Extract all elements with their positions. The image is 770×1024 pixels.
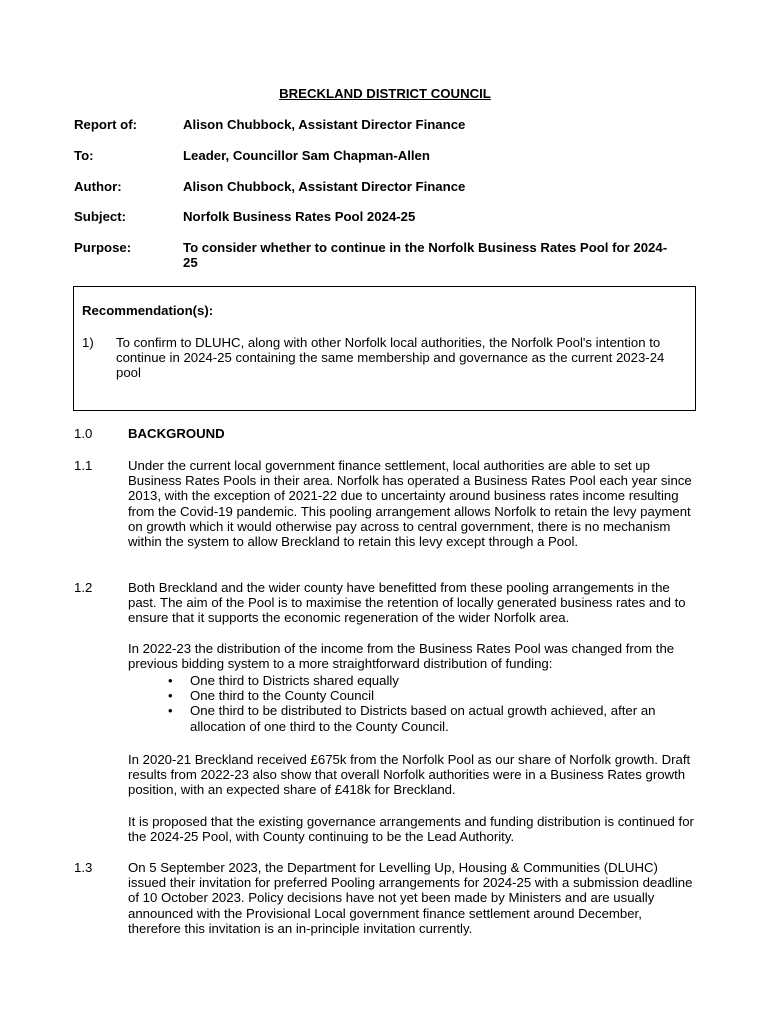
subject-value: Norfolk Business Rates Pool 2024-25	[183, 209, 416, 224]
distribution-list	[128, 673, 696, 734]
paragraph-1-2-c: In 2020-21 Breckland received £675k from the Norfolk Pool as our share of Norfolk growth. Draft results from 2022-23 also show that overall Norfolk authorities were in a Business Rates growth position, with an expected share of £418k for Breckland.	[128, 752, 691, 798]
bullet-icon: •	[168, 703, 173, 719]
list-item-text: One third to be distributed to Districts based on actual growth achieved, after an allocation of one third to the County Council.	[190, 703, 656, 734]
bullet-icon: •	[168, 673, 173, 688]
section-number: 1.2	[74, 580, 93, 595]
bullet-icon: •	[168, 688, 173, 704]
list-item	[128, 688, 696, 703]
paragraph-1-2-a: Both Breckland and the wider county have benefitted from these pooling arrangements in the past. The aim of the Pool is to maximise the retention of locally generated business rates and to ensure that it supports the economic regeneration of the wider Norfolk area.	[128, 580, 686, 626]
purpose-label: Purpose:	[74, 240, 132, 255]
recommendations-heading: Recommendation(s):	[82, 303, 214, 318]
recommendation-number: 1)	[82, 335, 94, 350]
author-label: Author:	[74, 179, 122, 194]
to-label: To:	[74, 148, 94, 163]
list-item-text: One third to the County Council	[190, 688, 374, 704]
purpose-value: To consider whether to continue in the Norfolk Business Rates Pool for 2024-25	[183, 240, 668, 271]
council-title: BRECKLAND DISTRICT COUNCIL	[279, 86, 491, 101]
section-heading-background: BACKGROUND	[128, 426, 225, 441]
report-of-label: Report of:	[74, 117, 137, 132]
paragraph-1-2-d: It is proposed that the existing governance arrangements and funding distribution is continued for the 2024-25 Pool, with County continuing to be the Lead Authority.	[128, 814, 694, 845]
paragraph-1-1: Under the current local government finance settlement, local authorities are able to set up Business Rates Pools in their area. Norfolk has operated a Business Rates Pool each year since 2013, with the exception of 2021-22 due to uncertainty around business rates income resulting from the Covid-19 pandemic. This pooling arrangement allows Norfolk to retain the levy payment on growth which it would otherwise pay across to central government, there is no mechanism within the system to allow Breckland to retain this levy except through a Pool.	[128, 458, 692, 550]
list-item	[128, 673, 696, 688]
list-item	[128, 703, 696, 733]
author-value: Alison Chubbock, Assistant Director Finance	[183, 179, 466, 194]
list-item-text: One third to Districts shared equally	[190, 673, 399, 688]
subject-label: Subject:	[74, 209, 127, 224]
report-of-value: Alison Chubbock, Assistant Director Finance	[183, 117, 466, 132]
section-number: 1.3	[74, 860, 93, 875]
to-value: Leader, Councillor Sam Chapman-Allen	[183, 148, 430, 163]
recommendations-box	[73, 286, 696, 411]
section-number: 1.1	[74, 458, 93, 473]
paragraph-1-2-b: In 2022-23 the distribution of the income from the Business Rates Pool was changed from the previous bidding system to a more straightforward distribution of funding:	[128, 641, 675, 672]
section-number: 1.0	[74, 426, 93, 441]
paragraph-1-3: On 5 September 2023, the Department for Levelling Up, Housing & Communities (DLUHC) issued their invitation for preferred Pooling arrangements for 2024-25 with a submission deadline of 10 October 2023. Policy decisions have not yet been made by Ministers and are usually announced with the Provisional Local government finance settlement around December, therefore this invitation is an in-principle invitation currently.	[128, 860, 693, 936]
recommendation-text: To confirm to DLUHC, along with other Norfolk local authorities, the Norfolk Pool's intention to continue in 2024-25 containing the same membership and governance as the current 2023-24 pool	[116, 335, 665, 381]
